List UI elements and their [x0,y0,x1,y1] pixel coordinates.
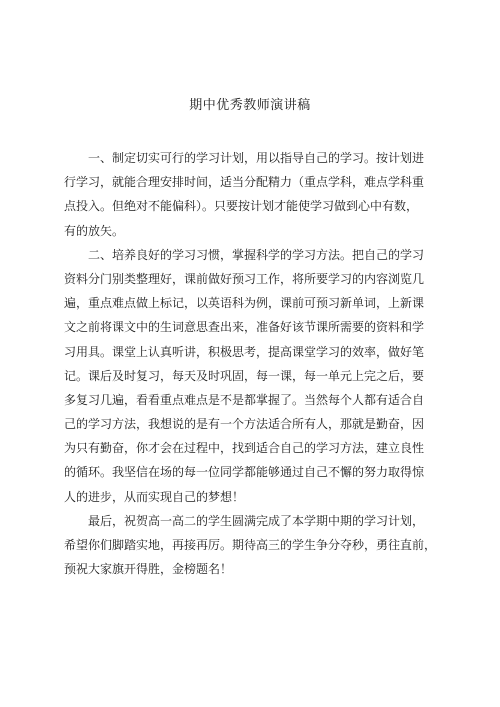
paragraph-line: 己的学习方法，我想说的是有一个方法适合所有人，那就是勤奋，因 [64,417,425,432]
paragraph-3 [64,509,450,582]
paragraph-line: 记。课后及时复习，每天及时巩固，每一课，每一单元上完之后，要 [64,368,425,383]
paragraph-line: 点投入。但绝对不能偏科）。只要按计划才能使学习做到心中有数， [64,199,419,214]
paragraph-line: 习用具。课堂上认真听讲，积极思考，提高课堂学习的效率，做好笔 [64,344,425,359]
paragraph-line: 遍，重点难点做上标记，以英语科为例，课前可预习新单词，上新课 [64,296,425,311]
paragraph-1 [64,146,450,243]
paragraph-line: 为只有勤奋，你才会在过程中，找到适合自己的学习方法，建立良性 [64,441,425,456]
paragraph-line: 希望你们脚踏实地，再接再厉。期待高三的学生争分夺秒，勇往直前， [64,538,437,552]
paragraph-line: 的循环。我坚信在场的每一位同学都能够通过自己不懈的努力取得惊 [64,465,425,480]
paragraph-line: 人的进步，从而实现自己的梦想！ [64,489,245,504]
paragraph-line: 资料分门别类整理好，课前做好预习工作，将所要学习的内容浏览几 [64,271,425,286]
paragraph-line: 有的放矢。 [64,223,125,238]
paragraph-line: 行学习，就能合理安排时间，适当分配精力（重点学科，难点学科重 [64,175,425,190]
paragraph-line: 文之前将课文中的生词意思查出来，准备好该节课所需要的资料和学 [64,320,425,335]
paragraph-line: 二、培养良好的学习习惯，掌握科学的学习方法。把自己的学习 [88,247,425,262]
paragraph-line: 最后，祝贺高一高二的学生圆满完成了本学期中期的学习计划， [88,513,425,528]
paragraph-line: 多复习几遍，看看重点难点是不是都掌握了。当然每个人都有适合自 [64,392,425,407]
document-body [64,146,450,581]
paragraph-2 [64,243,450,509]
document-title: 期中优秀教师演讲稿 [189,98,311,113]
paragraph-line: 预祝大家旗开得胜，金榜题名！ [64,562,233,577]
paragraph-line: 一、制定切实可行的学习计划，用以指导自己的学习。按计划进 [88,151,425,165]
